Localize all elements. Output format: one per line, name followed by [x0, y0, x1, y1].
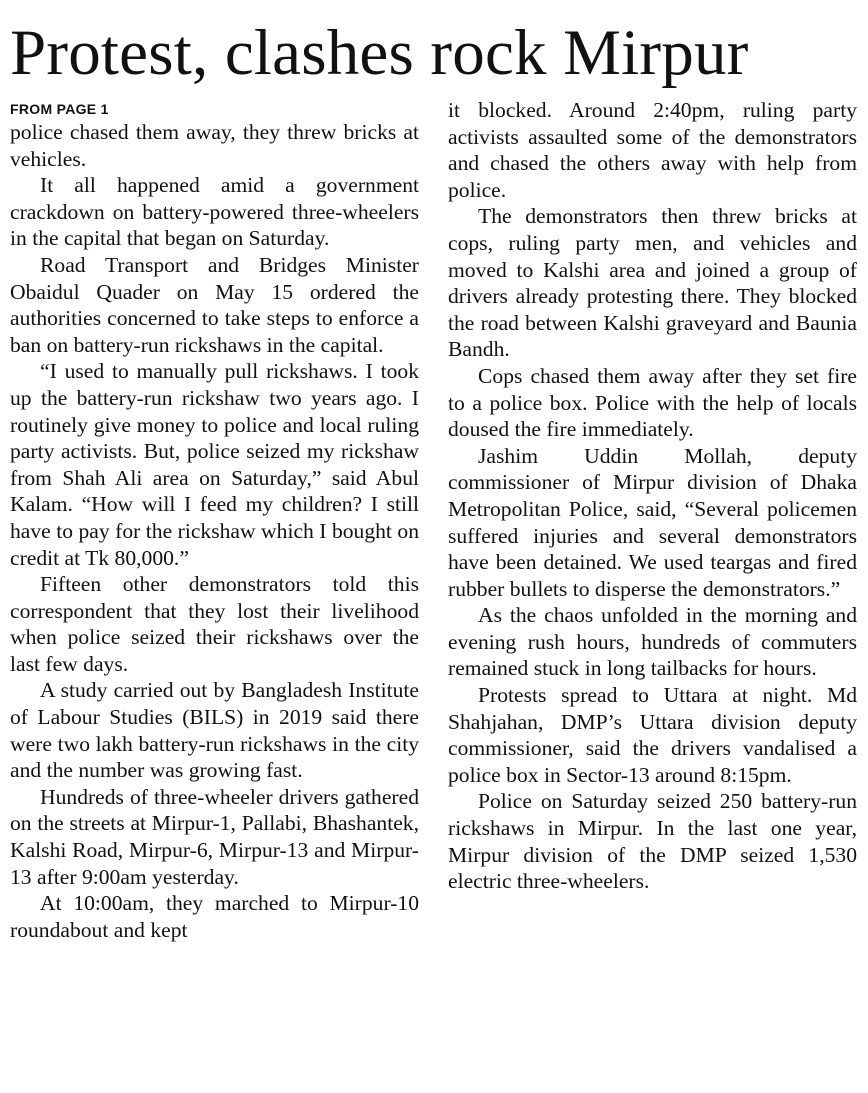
paragraph: A study carried out by Bangladesh Institute of Labour Studies (BILS) in 2019 said there were two lakh battery-run rickshaws in the city and the number was growing fast. — [10, 678, 419, 783]
paragraph: Police on Saturday seized 250 battery-run rickshaws in Mirpur. In the last one year, Mirpur division of the DMP seized 1,530 electric three-wheelers. — [448, 789, 857, 894]
paragraph: At 10:00am, they marched to Mirpur-10 roundabout and kept — [10, 891, 419, 942]
paragraph: Cops chased them away after they set fire to a police box. Police with the help of locals doused the fire immediately. — [448, 363, 857, 442]
paragraph: As the chaos unfolded in the morning and evening rush hours, hundreds of commuters remained stuck in long tailbacks for hours. — [448, 603, 857, 681]
quote-paragraph: Jashim Uddin Mollah, deputy commissioner of Mirpur division of Dhaka Metropolitan Police, said, “Several policemen suffered injuries and several demonstrators have been detained. We used teargas and fired rubber bullets to disperse the demonstrators.” — [448, 443, 857, 601]
continuation-kicker: FROM PAGE 1 — [10, 101, 109, 117]
paragraph: It all happened amid a government crackdown on battery-powered three-wheelers in the capital that began on Saturday. — [10, 173, 419, 251]
paragraph: Fifteen other demonstrators told this correspondent that they lost their livelihood when police seized their rickshaws over the last few days. — [10, 572, 419, 676]
headline: Protest, clashes rock Mirpur — [10, 17, 749, 89]
paragraph: The demonstrators then threw bricks at cops, ruling party men, and vehicles and moved to Kalshi area and joined a group of drivers already protesting there. They blocked the road between Kalshi graveyard and Baunia Bandh. — [448, 204, 857, 362]
paragraph: police chased them away, they threw bricks at vehicles. — [10, 120, 419, 171]
article-column-right — [448, 97, 857, 895]
quote-paragraph: “I used to manually pull rickshaws. I took up the battery-run rickshaw two years ago. I routinely give money to police and local ruling party activists. But, police seized my rickshaw from Shah Ali area on Saturday,” said Abul Kalam. “How will I feed my children? I still have to pay for the rickshaw which I bought on credit at Tk 80,000.” — [10, 359, 419, 570]
paragraph: it blocked. Around 2:40pm, ruling party activists assaulted some of the demonstrators and chased the others away with help from police. — [448, 98, 857, 202]
article-column-left — [10, 100, 419, 943]
paragraph: Road Transport and Bridges Minister Obaidul Quader on May 15 ordered the authorities concerned to take steps to enforce a ban on battery-run rickshaws in the capital. — [10, 252, 419, 357]
paragraph: Protests spread to Uttara at night. Md Shahjahan, DMP’s Uttara division deputy commissioner, said the drivers vandalised a police box in Sector-13 around 8:15pm. — [448, 683, 857, 787]
paragraph: Hundreds of three-wheeler drivers gathered on the streets at Mirpur-1, Pallabi, Bhashantek, Kalshi Road, Mirpur-6, Mirpur-13 and Mirpur-13 after 9:00am yesterday. — [10, 784, 419, 889]
